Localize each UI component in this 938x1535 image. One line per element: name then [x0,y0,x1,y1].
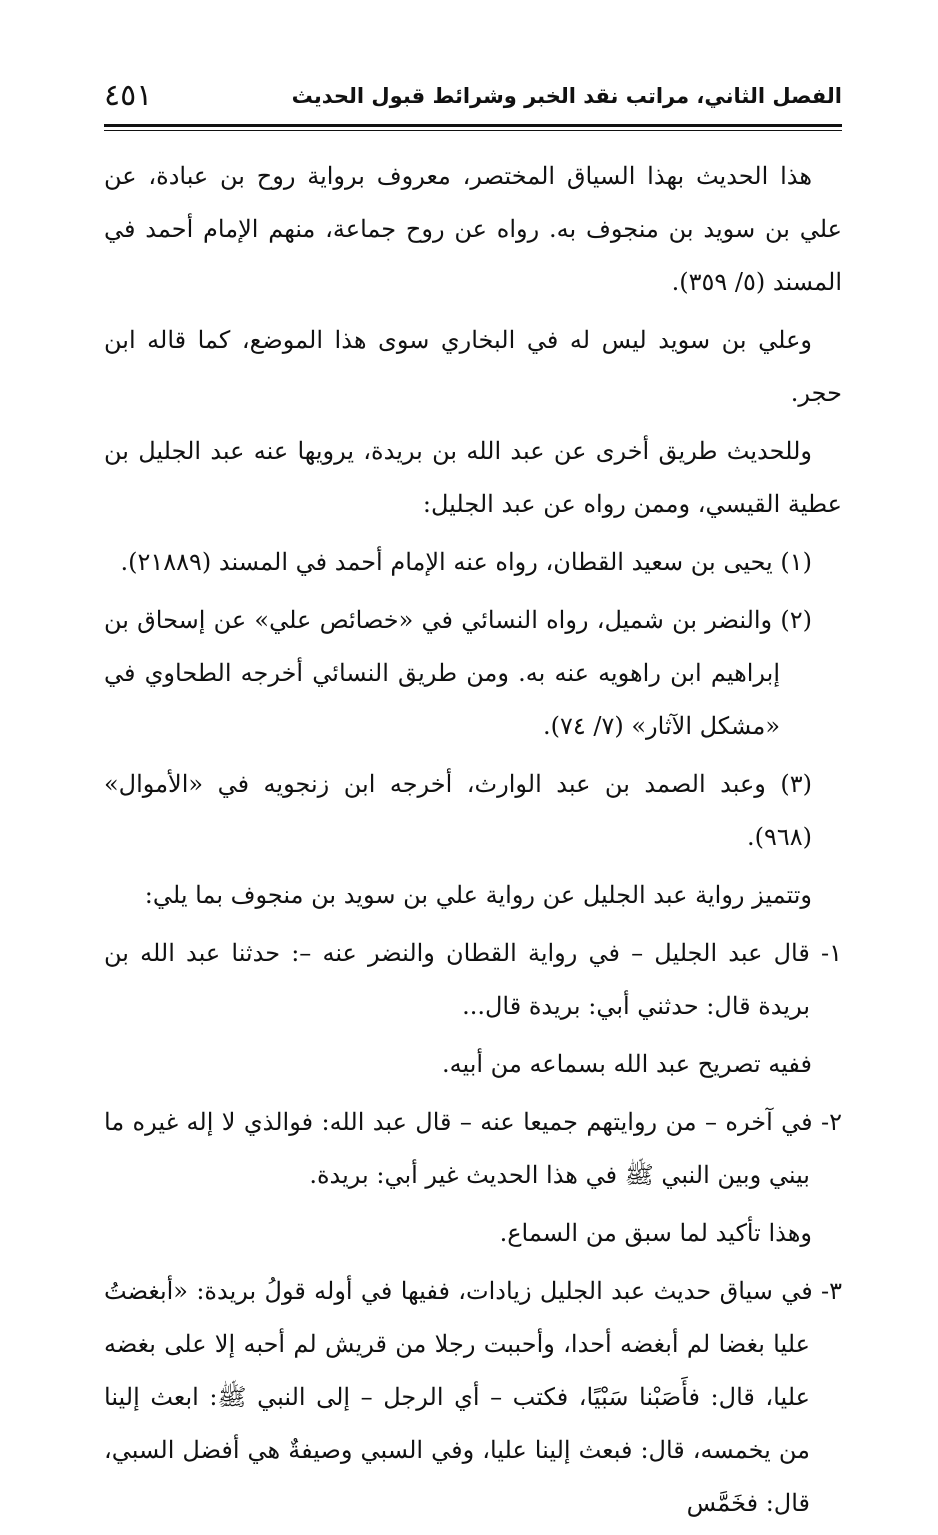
paragraph-4: وتتميز رواية عبد الجليل عن رواية علي بن سويد بن منجوف بما يلي: [144,881,812,909]
paragraph-2: وعلي بن سويد ليس له في البخاري سوى هذا الموضع، كما قاله ابن حجر. [104,326,842,407]
paragraph-6: وهذا تأكيد لما سبق من السماع. [499,1219,812,1247]
body-text [104,150,842,1535]
running-title: الفصل الثاني، مراتب نقد الخبر وشرائط قبول الحديث [291,84,842,108]
point-1: ١- قال عبد الجليل – في رواية القطان والنضر عنه –: حدثنا عبد الله بن بريدة قال: حدثني أبي: بريدة قال... [104,939,842,1020]
page-number: ٤٥١ [104,78,153,113]
page-header [104,78,842,122]
header-rule-thin [104,130,842,131]
paragraph-5: ففيه تصريح عبد الله بسماعه من أبيه. [441,1050,812,1078]
point-2: ٢- في آخره – من روايتهم جميعا عنه – قال عبد الله: فوالذي لا إله غيره ما بيني وبين النبي ﷺ في هذا الحديث غير أبي: بريدة. [104,1108,842,1189]
paragraph-1: هذا الحديث بهذا السياق المختصر، معروف برواية روح بن عبادة، عن علي بن سويد بن منجوف به. رواه عن روح جماعة، منهم الإمام أحمد في المسند (٥/ ٣٥٩). [104,162,842,296]
list-item-1: (١) يحيى بن سعيد القطان، رواه عنه الإمام أحمد في المسند (٢١٨٨٩). [120,548,812,576]
paragraph-3: وللحديث طريق أخرى عن عبد الله بن بريدة، يرويها عنه عبد الجليل بن عطية القيسي، وممن رواه عن عبد الجليل: [104,437,842,518]
header-rule-thick [104,124,842,127]
list-item-3: (٣) وعبد الصمد بن عبد الوارث، أخرجه ابن زنجويه في «الأموال» (٩٦٨). [104,770,812,851]
point-3: ٣- في سياق حديث عبد الجليل زيادات، ففيها في أوله قولُ بريدة: «أبغضتُ عليا بغضا لم أبغضه أحدا، وأحببت رجلا من قريش لم أحبه إلا على بغضه عليا، قال: فأَصَبْنا سَبْيًا، فكتب – أي الرجل – إلى النبي ﷺ: ابعث إلينا من يخمسه، قال: فبعث إلينا عليا، وفي السبي وصيفةٌ هي أفضل السبي، قال: فخَمَّس [104,1277,842,1517]
list-item-2: (٢) والنضر بن شميل، رواه النسائي في «خصائص علي» عن إسحاق بن إبراهيم ابن راهويه عنه به. ومن طريق النسائي أخرجه الطحاوي في «مشكل الآثار» (٧/ ٧٤). [104,606,812,740]
